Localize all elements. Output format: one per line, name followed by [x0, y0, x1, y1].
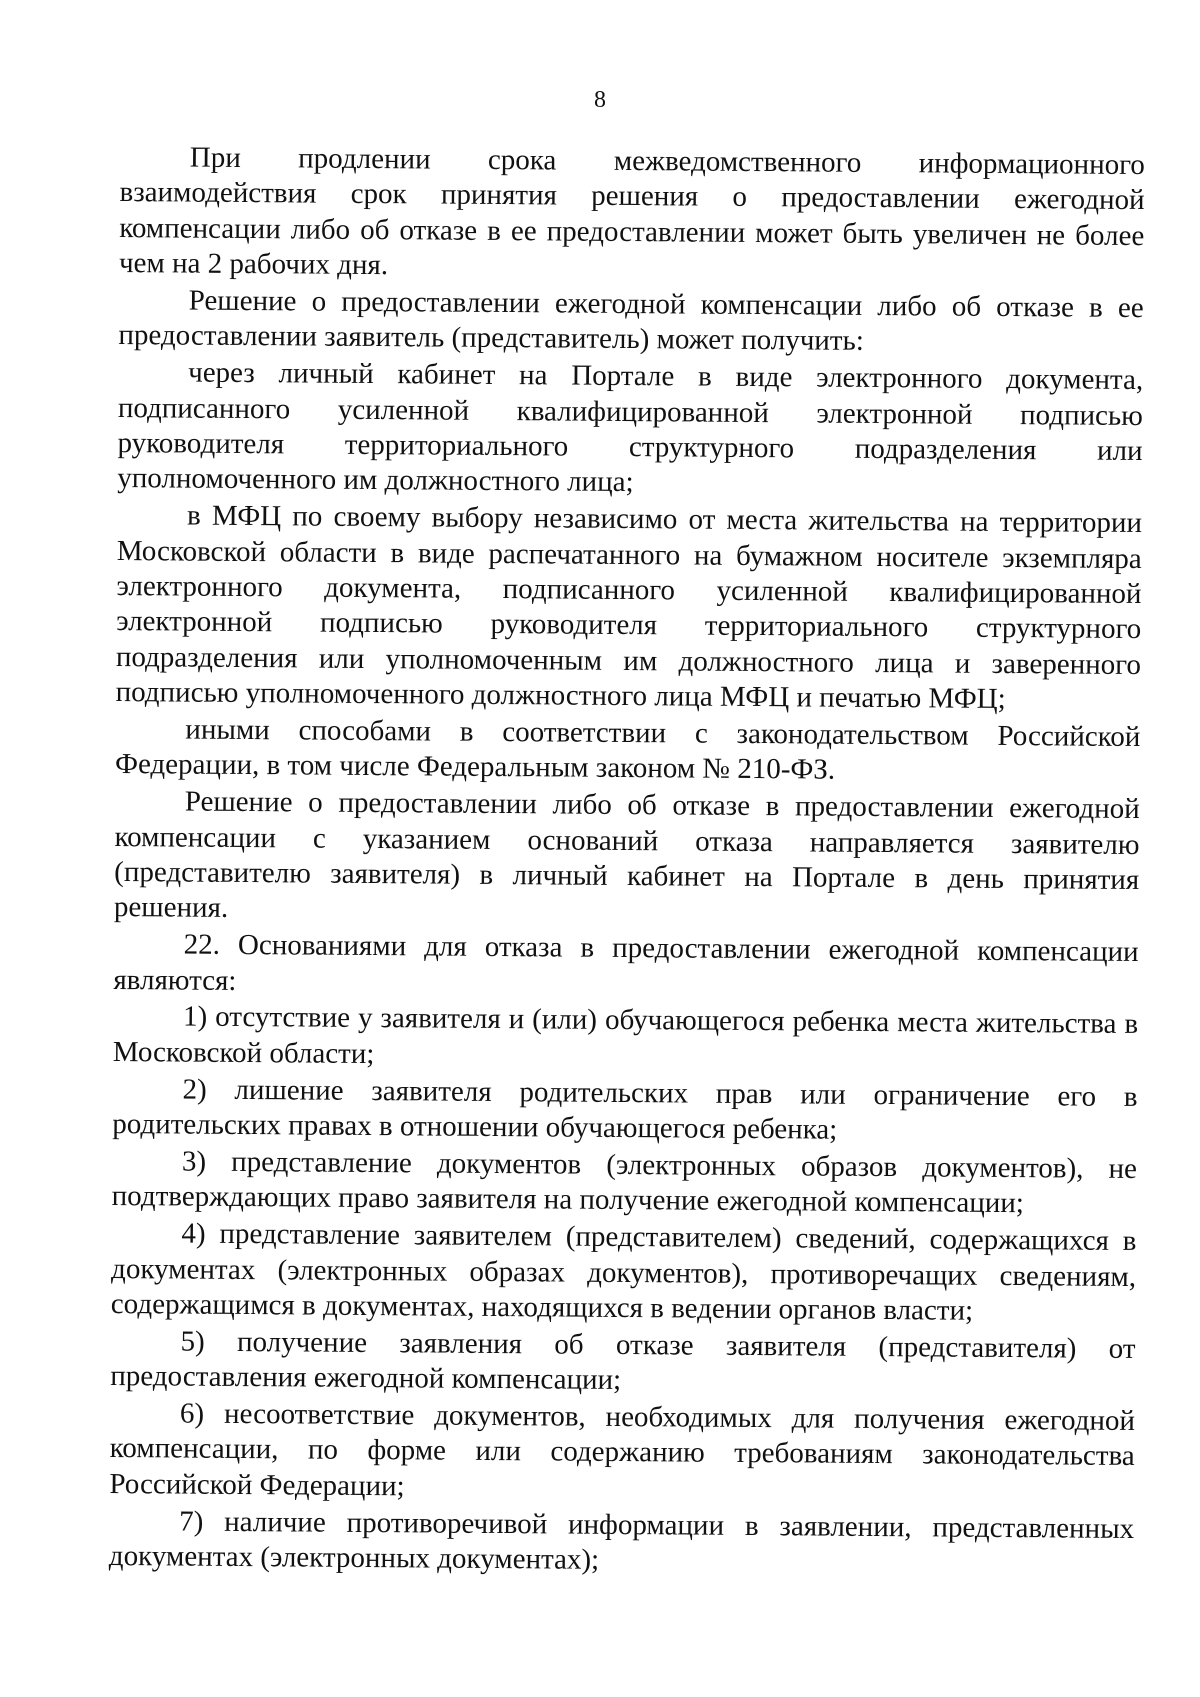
- list-item-2: 2) лишение заявителя родительских прав или ограничение его в родительских правах в отношении обучающегося ребенка;: [112, 1073, 1138, 1146]
- page-number: 8: [594, 87, 606, 113]
- paragraph-decision-delivery: Решение о предоставлении либо об отказе в предоставлении ежегодной компенсации с указанием оснований отказа направляется заявителю (представителю заявителя) в личный кабинет на Портале в день принятия решения.: [113, 785, 1140, 925]
- paragraph-decision-receipt: Решение о предоставлении ежегодной компенсации либо об отказе в ее предоставлении заявитель (представитель) может получить:: [118, 284, 1144, 358]
- list-item-5: 5) получение заявления об отказе заявителя (представителя) от предоставления ежегодной компенсации;: [110, 1325, 1136, 1397]
- document-body: [109, 140, 1145, 1584]
- list-item-6: 6) несоответствие документов, необходимых для получения ежегодной компенсации, по форме или содержанию требованиям законодательства Российской Федерации;: [109, 1397, 1136, 1502]
- list-item-4: 4) представление заявителем (представителем) сведений, содержащихся в документах (электронных образах документов), противоречащих сведениям, содержащимся в документах, находящихся в ведении органов власти;: [110, 1217, 1137, 1327]
- list-item-1: 1) отсутствие у заявителя и (или) обучающегося ребенка места жительства в Московской области;: [112, 1001, 1139, 1070]
- paragraph-other-methods: иными способами в соответствии с законодательством Российской Федерации, в том числе Федеральным законом № 210-ФЗ.: [114, 713, 1141, 787]
- paragraph-portal-option: через личный кабинет на Портале в виде электронного документа, подписанного усиленной квалифицированной электронной подписью руководителя территориального структурного подразделения или уполномоченного им должностного лица;: [117, 356, 1144, 499]
- paragraph-mfc-option: в МФЦ по своему выбору независимо от места жительства на территории Московской области в виде распечатанного на бумажном носителе экземпляра электронного документа, подписанного усиленной квалифицированной электронной подписью руководителя территориального структурного подразделения или уполномоченным им должностного лица и заверенного подписью уполномоченного должностного лица МФЦ и печатью МФЦ;: [115, 499, 1143, 716]
- paragraph-section-22: 22. Основаниями для отказа в предоставлении ежегодной компенсации являются:: [113, 928, 1139, 997]
- paragraph-extension-term: При продлении срока межведомственного информационного взаимодействия срок принятия решения о предоставлении ежегодной компенсации либо об отказе в ее предоставлении может быть увеличен не более чем на 2 рабочих дня.: [118, 141, 1145, 282]
- list-item-7: 7) наличие противоречивой информации в заявлении, представленных документах (электронных документах);: [108, 1505, 1135, 1576]
- list-item-3: 3) представление документов (электронных образов документов), не подтверждающих право заявителя на получение ежегодной компенсации;: [111, 1145, 1138, 1220]
